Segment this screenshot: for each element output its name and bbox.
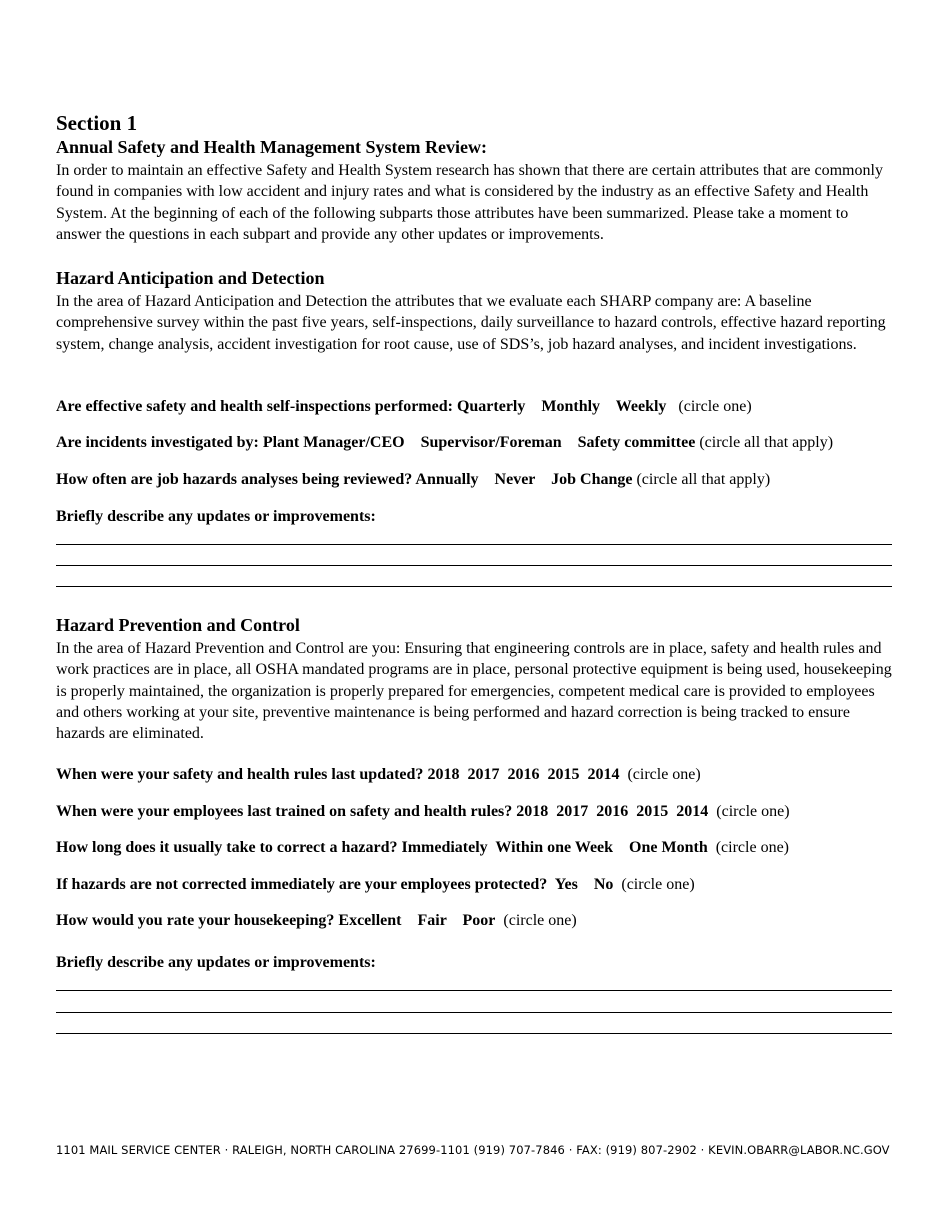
answer-options[interactable]: Quarterly Monthly Weekly — [456, 398, 667, 415]
answer-line[interactable] — [56, 1033, 892, 1034]
employees-protected-question — [56, 875, 695, 895]
anticipation-title: Hazard Anticipation and Detection — [56, 268, 325, 288]
answer-instruction: (circle one) — [708, 803, 790, 820]
answer-options[interactable]: Excellent Fair Poor — [338, 912, 496, 929]
answer-options[interactable]: 2018 2017 2016 2015 2014 — [516, 803, 709, 820]
updates-label-text: Briefly describe any updates or improvements: — [56, 508, 376, 525]
question-text: When were your employees last trained on safety and health rules? — [56, 803, 517, 820]
jha-review-question — [56, 470, 770, 490]
question-text: How long does it usually take to correct a hazard? — [56, 839, 402, 856]
hazard-correction-question — [56, 838, 789, 858]
inspections-question — [56, 397, 752, 417]
question-text: When were your safety and health rules last updated? — [56, 766, 428, 783]
investigations-question — [56, 433, 833, 453]
answer-line[interactable] — [56, 1012, 892, 1013]
question-text: Are effective safety and health self-inspections performed: — [56, 398, 457, 415]
answer-instruction: (circle one) — [495, 912, 577, 929]
question-text: How often are job hazards analyses being reviewed? — [56, 471, 416, 488]
answer-instruction: (circle all that apply) — [632, 471, 771, 488]
footer-address: 1101 MAIL SERVICE CENTER · RALEIGH, NORTH CAROLINA 27699-1101 (919) 707-7846 · FAX: (919) 807-2902 · KEVIN.OBARR@LABOR.NC.GOV — [56, 1143, 890, 1157]
housekeeping-question — [56, 911, 577, 931]
answer-instruction: (circle one) — [613, 876, 695, 893]
prevention-title: Hazard Prevention and Control — [56, 615, 300, 635]
answer-options[interactable]: 2018 2017 2016 2015 2014 — [427, 766, 620, 783]
anticipation-updates-label — [56, 507, 376, 527]
section-title: Section 1 — [56, 111, 138, 135]
review-title: Annual Safety and Health Management System Review: — [56, 137, 487, 157]
anticipation-intro: In the area of Hazard Anticipation and Detection the attributes that we evaluate each SHARP company are: A baseline comprehensive survey within the past five years, self-inspections, daily surveillance to hazard controls, effective hazard reporting system, change analysis, accident investigation for root cause, use of SDS’s, job hazard analyses, and incident investigations. — [56, 293, 886, 353]
answer-instruction: (circle one) — [707, 839, 789, 856]
answer-line[interactable] — [56, 990, 892, 991]
updates-label-text: Briefly describe any updates or improvements: — [56, 954, 376, 971]
prevention-intro: In the area of Hazard Prevention and Control are you: Ensuring that engineering controls are in place, safety and health rules and work practices are in place, all OSHA mandated programs are in place, personal protective equipment is being used, housekeeping is properly maintained, the organization is properly prepared for emergencies, competent medical care is provided to employees and others working at your site, preventive maintenance is being performed and hazard correction is being tracked to ensure hazards are eliminated. — [56, 640, 892, 743]
question-text: How would you rate your housekeeping? — [56, 912, 339, 929]
answer-options[interactable]: Yes No — [554, 876, 614, 893]
employees-trained-question — [56, 802, 790, 822]
review-intro: In order to maintain an effective Safety and Health System research has shown that there are certain attributes that are commonly found in companies with low accident and injury rates and what is considered by the industry as an effective Safety and Health System. At the beginning of each of the following subparts those attributes have been summarized. Please take a moment to answer the questions in each subpart and provide any other updates or improvements. — [56, 162, 883, 243]
answer-line[interactable] — [56, 565, 892, 566]
answer-line[interactable] — [56, 544, 892, 545]
rules-updated-question — [56, 765, 701, 785]
answer-line[interactable] — [56, 586, 892, 587]
answer-options[interactable]: Immediately Within one Week One Month — [401, 839, 708, 856]
prevention-updates-label — [56, 953, 376, 973]
answer-options[interactable]: Plant Manager/CEO Supervisor/Foreman Safety committee — [262, 434, 696, 451]
answer-options[interactable]: Annually Never Job Change — [415, 471, 633, 488]
question-text: If hazards are not corrected immediately are your employees protected? — [56, 876, 555, 893]
answer-instruction: (circle all that apply) — [695, 434, 834, 451]
answer-instruction: (circle one) — [619, 766, 701, 783]
question-text: Are incidents investigated by: — [56, 434, 263, 451]
answer-instruction: (circle one) — [666, 398, 752, 415]
